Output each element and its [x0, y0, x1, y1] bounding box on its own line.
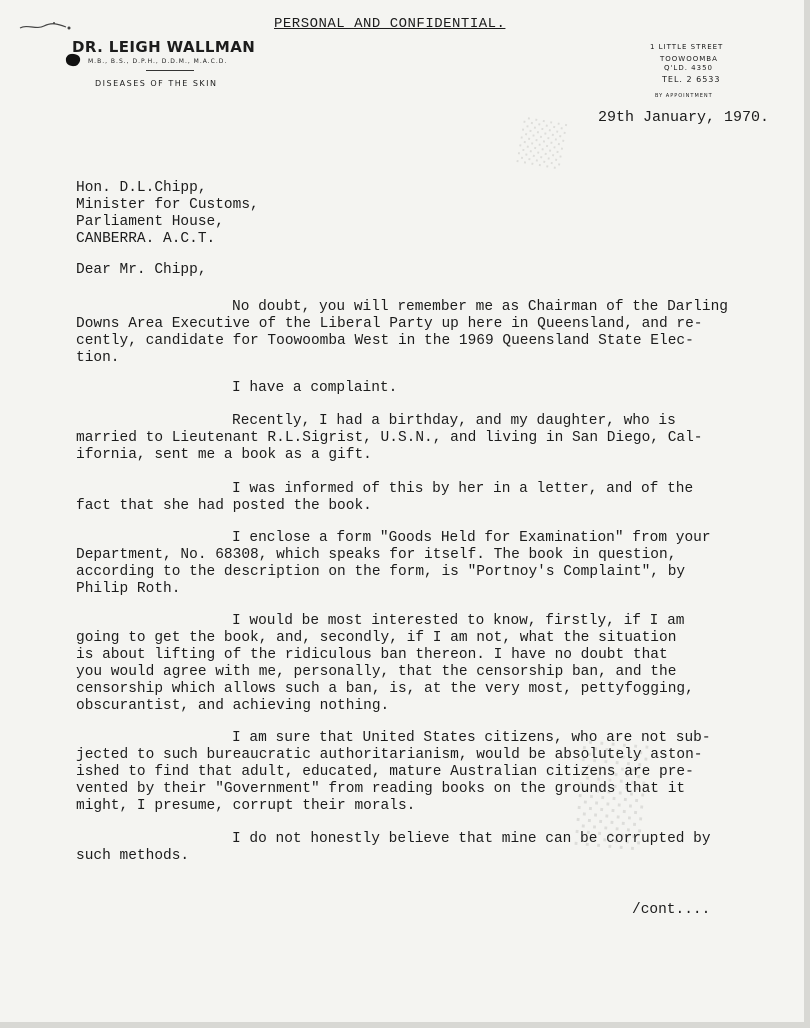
body-line: going to get the book, and, secondly, if I am not, what the situation — [76, 630, 677, 646]
body-line: tion. — [76, 350, 120, 366]
letterhead-qualifications: M.B., B.S., D.P.H., D.D.M., M.A.C.D. — [88, 58, 228, 65]
body-line: cently, candidate for Toowoomba West in the 1969 Queensland State Elec- — [76, 333, 694, 349]
page-edge-right — [804, 0, 810, 1028]
page-edge-bottom — [0, 1022, 810, 1028]
letterhead-name: DR. LEIGH WALLMAN — [72, 38, 256, 56]
body-line: I would be most interested to know, firstly, if I am — [232, 613, 685, 629]
body-line: I have a complaint. — [232, 380, 398, 396]
body-line: vented by their "Government" from reading books on the grounds that it — [76, 781, 686, 797]
body-line: I do not honestly believe that mine can be corrupted by — [232, 831, 711, 847]
body-line: jected to such bureaucratic authoritarianism, would be absolutely aston- — [76, 747, 703, 763]
recipient-line: Hon. D.L.Chipp, — [76, 180, 207, 196]
body-line: I enclose a form "Goods Held for Examination" from your — [232, 530, 711, 546]
confidential-heading: PERSONAL AND CONFIDENTIAL. — [274, 16, 506, 32]
continued-marker: /cont.... — [632, 902, 711, 918]
recipient-line: CANBERRA. A.C.T. — [76, 231, 216, 247]
body-line: censorship which allows such a ban, is, at the very most, pettyfogging, — [76, 681, 694, 697]
address-telephone: TEL. 2 6533 — [662, 75, 721, 84]
body-line: is about lifting of the ridiculous ban thereon. I have no doubt that — [76, 647, 668, 663]
letter-date: 29th January, 1970. — [598, 109, 770, 126]
body-line: Philip Roth. — [76, 581, 181, 597]
letterhead-divider — [146, 70, 194, 71]
body-line: married to Lieutenant R.L.Sigrist, U.S.N., and living in San Diego, Cal- — [76, 430, 703, 446]
watermark-impression: ░░░ — [575, 737, 653, 851]
address-state: Q'LD. 4350 — [664, 64, 713, 72]
body-line: fact that she had posted the book. — [76, 498, 372, 514]
body-line: Department, No. 68308, which speaks for itself. The book in question, — [76, 547, 677, 563]
pencil-mark-icon — [18, 16, 78, 36]
body-line: Downs Area Executive of the Liberal Party up here in Queensland, and re- — [76, 316, 703, 332]
body-line: No doubt, you will remember me as Chairman of the Darling — [232, 299, 728, 315]
body-line: such methods. — [76, 848, 190, 864]
body-line: you would agree with me, personally, that the censorship ban, and the — [76, 664, 677, 680]
recipient-line: Parliament House, — [76, 214, 224, 230]
body-line: I am sure that United States citizens, who are not sub- — [232, 730, 711, 746]
letterhead-specialty: DISEASES OF THE SKIN — [95, 79, 218, 88]
body-line: according to the description on the form, is "Portnoy's Complaint", by — [76, 564, 686, 580]
body-line: ished to find that adult, educated, mature Australian citizens are pre- — [76, 764, 694, 780]
body-line: Recently, I had a birthday, and my daughter, who is — [232, 413, 676, 429]
address-appointment: BY APPOINTMENT — [655, 93, 713, 99]
watermark-impression: ░░ — [517, 114, 571, 171]
body-line: obscurantist, and achieving nothing. — [76, 698, 390, 714]
recipient-line: Minister for Customs, — [76, 197, 259, 213]
address-street: 1 LITTLE STREET — [650, 43, 724, 51]
address-city: TOOWOOMBA — [660, 55, 718, 63]
salutation: Dear Mr. Chipp, — [76, 262, 207, 278]
body-line: ifornia, sent me a book as a gift. — [76, 447, 372, 463]
body-line: I was informed of this by her in a letter, and of the — [232, 481, 694, 497]
body-line: might, I presume, corrupt their morals. — [76, 798, 416, 814]
